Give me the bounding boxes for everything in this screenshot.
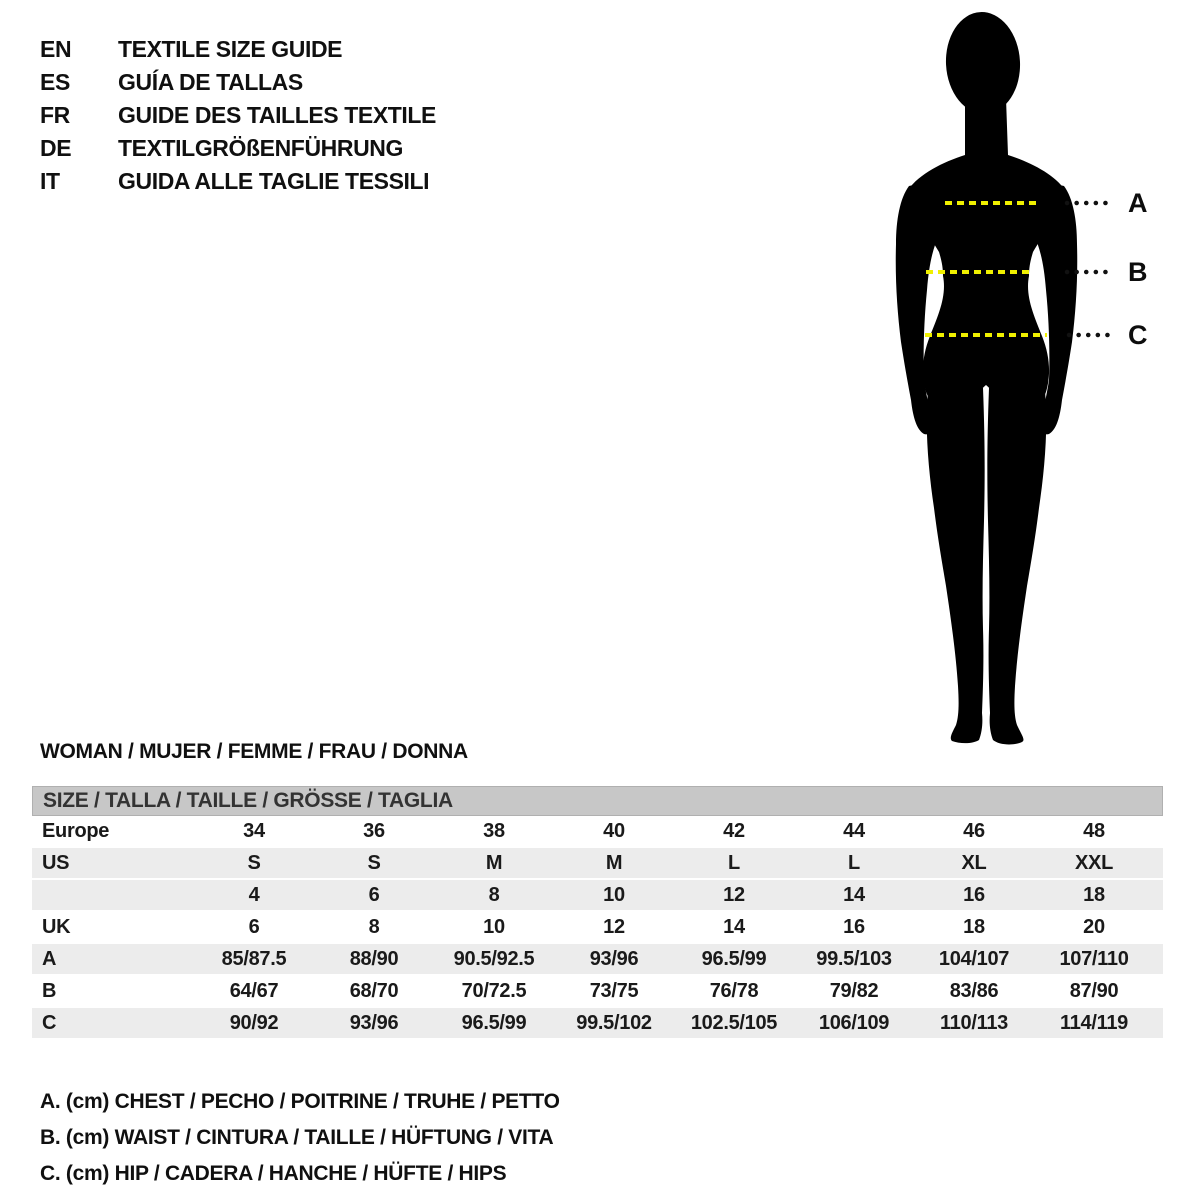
table-cell: 18 <box>1083 883 1105 906</box>
row-cells <box>194 852 1154 875</box>
table-cell: 14 <box>723 915 745 938</box>
language-code: EN <box>40 36 72 62</box>
table-cell: 85/87.5 <box>221 947 287 970</box>
table-row <box>32 816 1163 848</box>
row-label: B <box>42 979 57 1002</box>
table-cell: 6 <box>248 915 260 938</box>
table-cell: S <box>367 851 381 874</box>
measure-legend <box>40 1084 560 1192</box>
table-cell: 48 <box>1083 819 1105 842</box>
table-cell: XL <box>961 851 987 874</box>
table-cell: 104/107 <box>938 947 1010 970</box>
table-cell: 102.5/105 <box>690 1011 778 1034</box>
silhouette-right-leg <box>987 382 1046 745</box>
marker-label-c: C <box>1128 320 1148 350</box>
table-header-bar: SIZE / TALLA / TAILLE / GRÖSSE / TAGLIA <box>32 786 1163 816</box>
table-cell: 106/109 <box>818 1011 890 1034</box>
table-cell: 110/113 <box>940 1011 1008 1034</box>
row-label: UK <box>42 915 71 938</box>
row-cells <box>194 948 1154 971</box>
row-cells <box>194 980 1154 1003</box>
table-cell: 42 <box>723 819 745 842</box>
marker-label-a: A <box>1128 188 1148 218</box>
table-cell: 93/96 <box>349 1011 399 1034</box>
woman-silhouette-figure <box>855 0 1200 760</box>
table-row <box>32 944 1163 976</box>
table-cell: 8 <box>488 883 500 906</box>
table-cell: 114/119 <box>1060 1011 1128 1034</box>
table-cell: 44 <box>843 819 865 842</box>
table-cell: 96.5/99 <box>701 947 767 970</box>
table-cell: 40 <box>603 819 625 842</box>
table-row <box>32 848 1163 880</box>
row-label: US <box>42 851 70 874</box>
table-row <box>32 976 1163 1008</box>
table-cell: 12 <box>723 883 745 906</box>
table-cell: 38 <box>483 819 505 842</box>
table-cell: 88/90 <box>349 947 399 970</box>
silhouette-torso <box>908 98 1065 422</box>
title-line <box>40 165 436 198</box>
table-cell: 93/96 <box>589 947 639 970</box>
table-cell: 36 <box>363 819 385 842</box>
table-cell: 107/110 <box>1059 947 1129 970</box>
table-cell: 8 <box>368 915 380 938</box>
table-cell: 96.5/99 <box>461 1011 527 1034</box>
table-cell: 99.5/102 <box>576 1011 652 1034</box>
title-line <box>40 33 436 66</box>
table-cell: 90.5/92.5 <box>453 947 535 970</box>
section-heading: WOMAN / MUJER / FEMME / FRAU / DONNA <box>40 740 468 763</box>
table-cell: 64/67 <box>229 979 279 1002</box>
table-cell: 16 <box>963 883 985 906</box>
woman-silhouette-icon <box>896 10 1078 744</box>
guide-title-text: GUIDA ALLE TAGLIE TESSILI <box>118 168 430 194</box>
table-cell: 68/70 <box>349 979 399 1002</box>
guide-title-text: GUÍA DE TALLAS <box>118 69 303 95</box>
table-row <box>32 880 1163 912</box>
table-cell: 87/90 <box>1069 979 1119 1002</box>
table-cell: L <box>848 851 860 874</box>
silhouette-svg <box>855 0 1200 760</box>
table-row <box>32 912 1163 944</box>
table-cell: 10 <box>483 915 505 938</box>
table-cell: M <box>485 851 503 874</box>
table-cell: 12 <box>603 915 625 938</box>
table-cell: L <box>728 851 740 874</box>
table-cell: 46 <box>963 819 985 842</box>
table-cell: 18 <box>963 915 985 938</box>
silhouette-left-leg <box>927 382 985 743</box>
table-cell: 70/72.5 <box>461 979 527 1002</box>
title-language-list <box>40 33 436 198</box>
row-label: Europe <box>42 819 110 842</box>
table-cell: 99.5/103 <box>816 947 892 970</box>
title-line <box>40 99 436 132</box>
table-cell: 6 <box>368 883 380 906</box>
guide-title-text: GUIDE DES TAILLES TEXTILE <box>118 102 436 128</box>
row-cells <box>194 916 1154 939</box>
marker-label-b: B <box>1128 257 1148 287</box>
row-cells <box>194 820 1154 843</box>
table-cell: S <box>247 851 261 874</box>
table-cell: 10 <box>603 883 625 906</box>
row-label: C <box>42 1011 57 1034</box>
guide-title-text: TEXTILGRÖßENFÜHRUNG <box>118 135 403 161</box>
table-cell: 79/82 <box>829 979 879 1002</box>
table-cell: 14 <box>843 883 865 906</box>
table-cell: 76/78 <box>709 979 759 1002</box>
row-cells <box>194 884 1154 907</box>
table-cell: XXL <box>1075 851 1113 874</box>
row-cells <box>194 1012 1154 1035</box>
table-cell: M <box>605 851 623 874</box>
size-table <box>32 786 1163 1040</box>
table-body <box>32 816 1163 1040</box>
language-code: DE <box>40 135 72 161</box>
legend-line: A. (cm) CHEST / PECHO / POITRINE / TRUHE / PETTO <box>40 1090 560 1113</box>
row-label: A <box>42 947 57 970</box>
table-cell: 90/92 <box>229 1011 279 1034</box>
language-code: FR <box>40 102 70 128</box>
table-row <box>32 1008 1163 1040</box>
table-cell: 20 <box>1083 915 1105 938</box>
legend-line: C. (cm) HIP / CADERA / HANCHE / HÜFTE / HIPS <box>40 1162 507 1185</box>
legend-line: B. (cm) WAIST / CINTURA / TAILLE / HÜFTUNG / VITA <box>40 1126 554 1149</box>
table-cell: 34 <box>243 819 265 842</box>
table-cell: 4 <box>248 883 260 906</box>
language-code: IT <box>40 168 60 194</box>
table-cell: 83/86 <box>949 979 999 1002</box>
guide-title-text: TEXTILE SIZE GUIDE <box>118 36 343 62</box>
title-line <box>40 132 436 165</box>
language-code: ES <box>40 69 70 95</box>
table-cell: 73/75 <box>589 979 639 1002</box>
table-cell: 16 <box>843 915 865 938</box>
title-line <box>40 66 436 99</box>
